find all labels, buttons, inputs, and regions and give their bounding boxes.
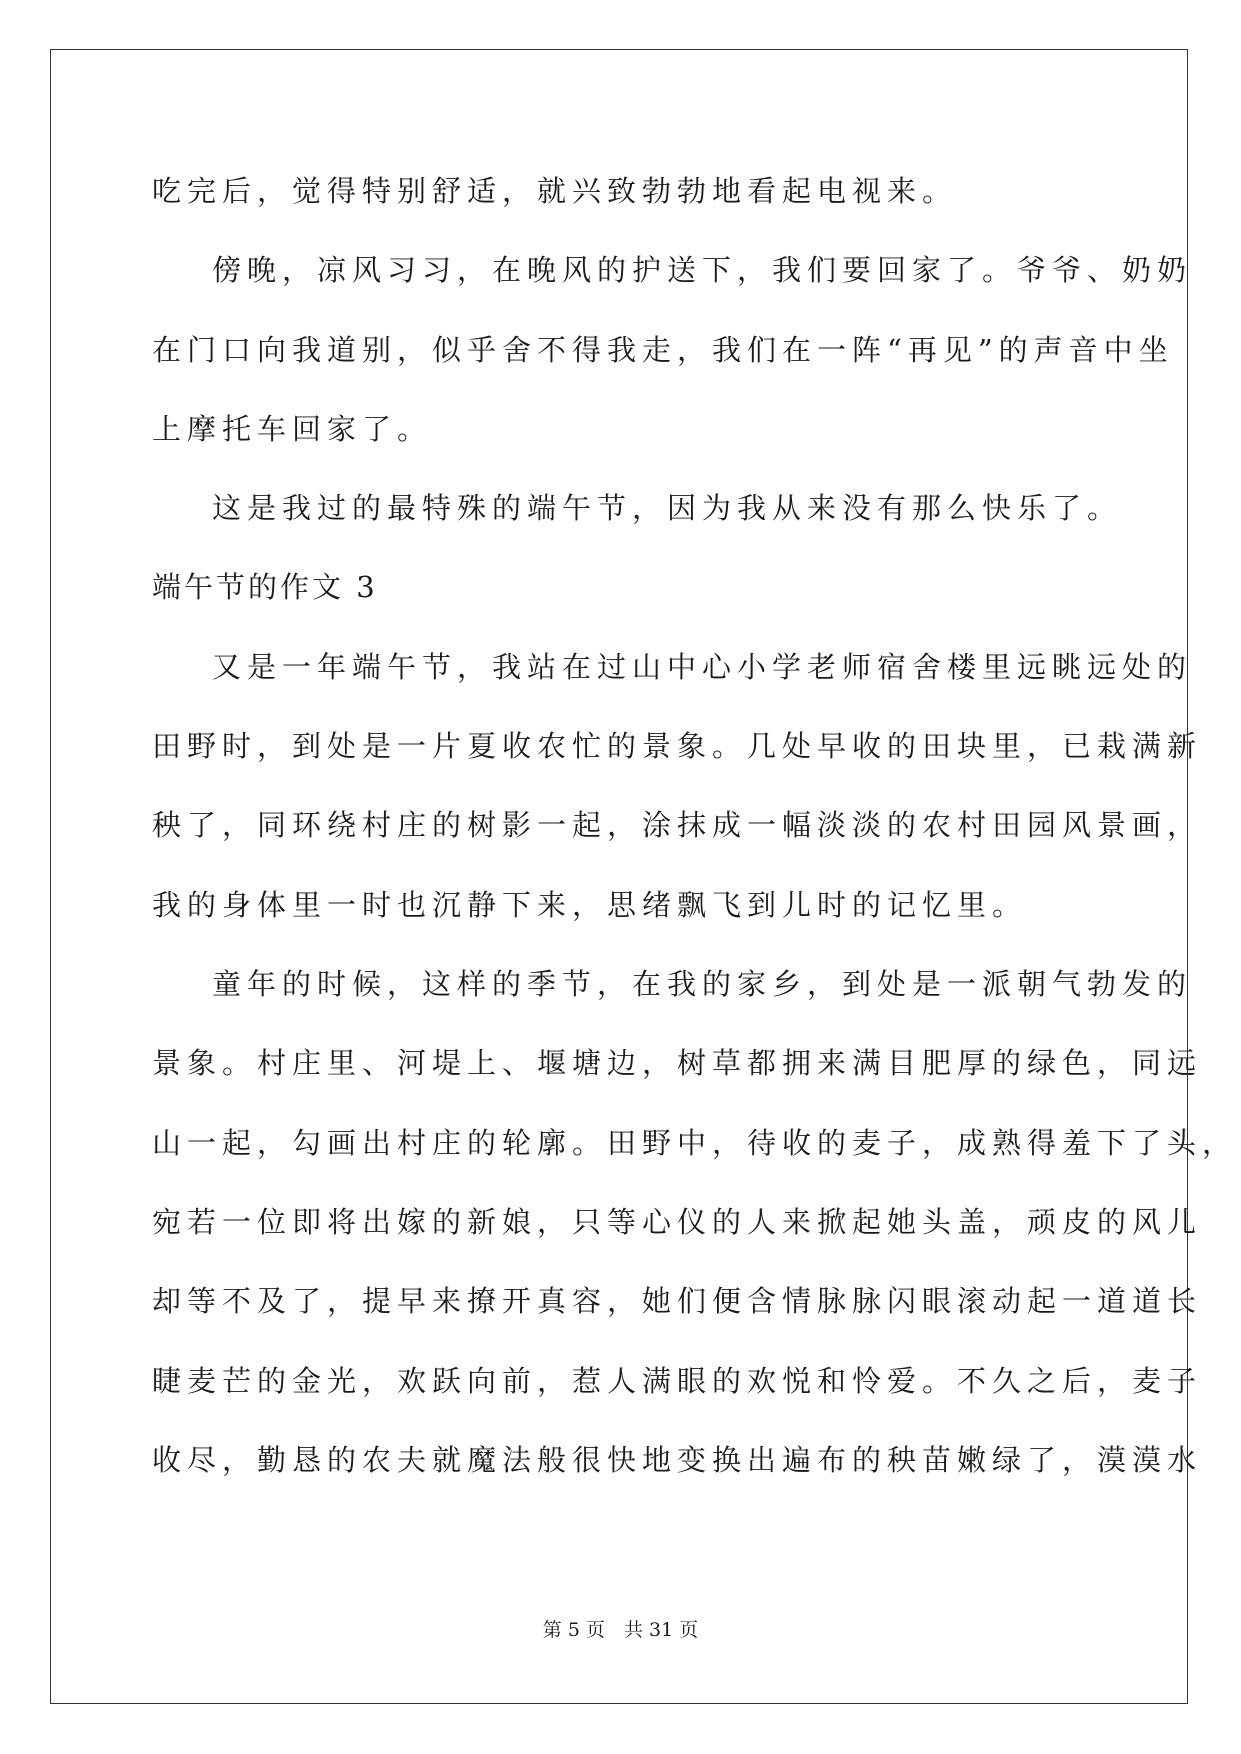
- text-line: 童年的时候，这样的季节，在我的家乡，到处是一派朝气勃发的: [212, 967, 1193, 1001]
- text-line: 秧了，同环绕村庄的树影一起，涂抹成一幅淡淡的农村田园风景画，: [152, 808, 1203, 842]
- text-line: 山一起，勾画出村庄的轮廓。田野中，待收的麦子，成熟得羞下了头，: [152, 1126, 1238, 1160]
- text-line: 又是一年端午节，我站在过山中心小学老师宿舍楼里远眺远处的: [212, 650, 1193, 684]
- text-line: 我的身体里一时也沉静下来，思绪飘飞到儿时的记忆里。: [152, 888, 1028, 922]
- text-line: 宛若一位即将出嫁的新娘，只等心仪的人来掀起她头盖，顽皮的风儿: [152, 1205, 1203, 1239]
- text-line: 却等不及了，提早来撩开真容，她们便含情脉脉闪眼滚动起一道道长: [152, 1284, 1203, 1318]
- page-number-footer: 第 5 页 共 31 页: [542, 1619, 699, 1641]
- text-line: 傍晚，凉风习习，在晚风的护送下，我们要回家了。爷爷、奶奶: [212, 253, 1193, 287]
- text-line: 吃完后，觉得特别舒适，就兴致勃勃地看起电视来。: [152, 174, 958, 208]
- text-line: 在门口向我道别，似乎舍不得我走，我们在一阵“再见”的声音中坐: [152, 333, 1174, 367]
- text-line: 上摩托车回家了。: [152, 412, 433, 446]
- text-line: 这是我过的最特殊的端午节，因为我从来没有那么快乐了。: [212, 491, 1123, 525]
- text-line: 景象。村庄里、河堤上、堰塘边，树草都拥来满目肥厚的绿色，同远: [152, 1046, 1203, 1080]
- section-heading: 端午节的作文 3: [152, 570, 378, 604]
- text-line: 田野时，到处是一片夏收农忙的景象。几处早收的田块里，已栽满新: [152, 729, 1203, 763]
- text-line: 睫麦芒的金光，欢跃向前，惹人满眼的欢悦和怜爱。不久之后，麦子: [152, 1364, 1203, 1398]
- text-line: 收尽，勤恳的农夫就魔法般很快地变换出遍布的秧苗嫩绿了，漠漠水: [152, 1443, 1203, 1477]
